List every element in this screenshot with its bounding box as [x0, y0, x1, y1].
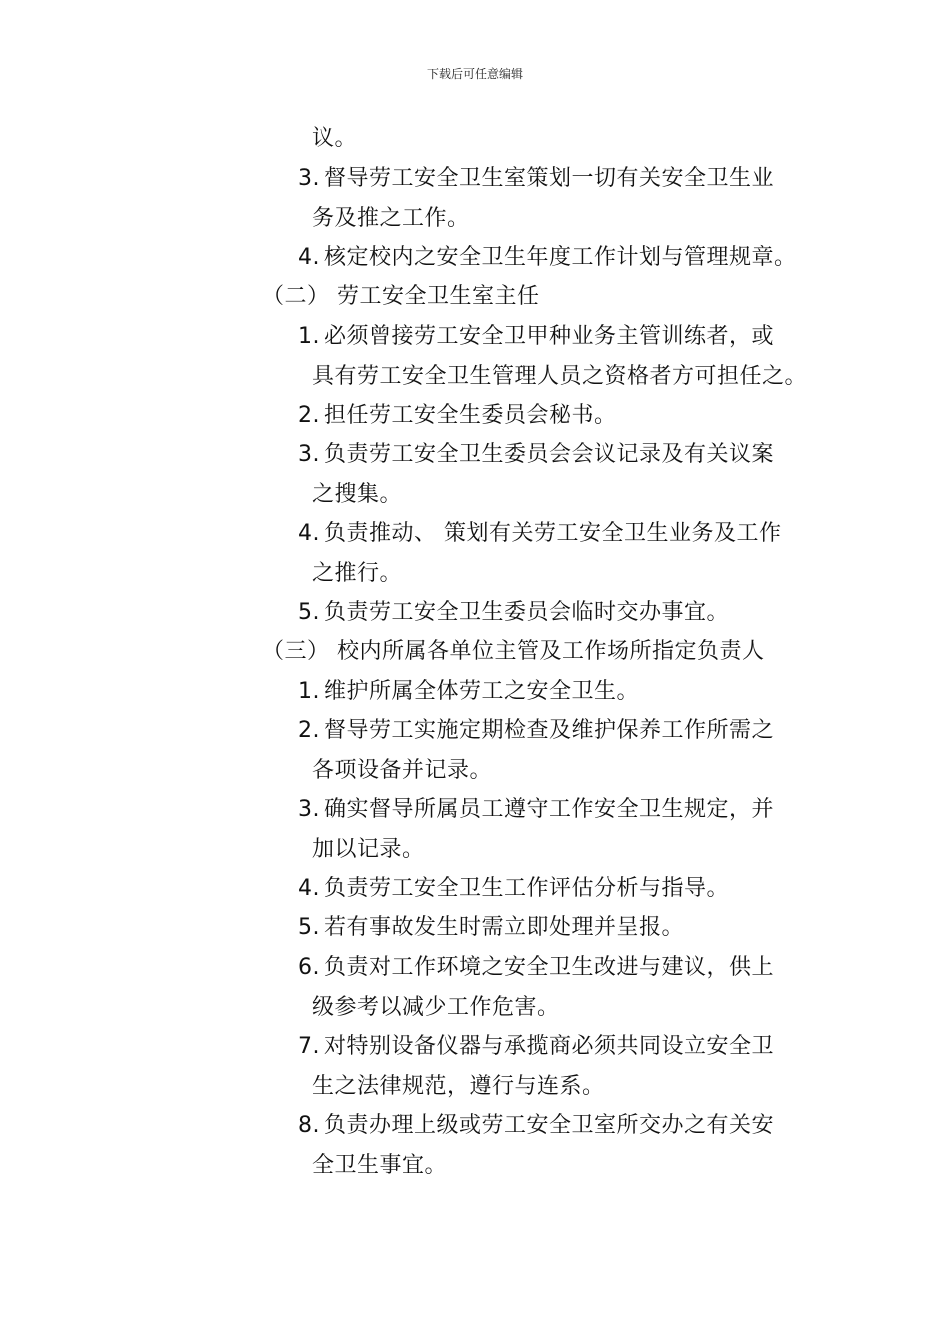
item-number: 7.: [298, 1034, 320, 1059]
text-line: 之推行。: [312, 561, 403, 586]
item-text: 维护所属全体劳工之安全卫生。: [324, 679, 640, 704]
item-text: 负责推动、 策划有关劳工安全卫生业务及工作: [324, 521, 782, 546]
item-number: 6.: [298, 955, 320, 980]
item-number: 3.: [298, 166, 320, 191]
list-item: [298, 1111, 774, 1141]
item-number: 4.: [298, 876, 320, 901]
section-heading: （三） 校内所属各单位主管及工作场所指定负责人: [262, 639, 765, 664]
list-item: [298, 953, 774, 983]
list-item: [298, 322, 774, 352]
text-line: 级参考以减少工作危害。: [312, 995, 560, 1020]
list-item: [298, 243, 797, 273]
list-item: [298, 598, 729, 628]
item-number: 8.: [298, 1113, 320, 1138]
text-line: 各项设备并记录。: [312, 758, 493, 783]
text-line: 之搜集。: [312, 482, 403, 507]
section-heading: （二） 劳工安全卫生室主任: [262, 284, 540, 309]
item-text: 负责劳工安全卫生委员会会议记录及有关议案: [324, 442, 775, 467]
list-item: [298, 677, 639, 707]
item-text: 督导劳工实施定期检查及维护保养工作所需之: [324, 718, 775, 743]
text-line: 议。: [312, 126, 358, 151]
item-number: 5.: [298, 915, 320, 940]
item-number: 1.: [298, 324, 320, 349]
item-text: 督导劳工安全卫生室策划一切有关安全卫生业: [324, 166, 775, 191]
item-number: 2.: [298, 718, 320, 743]
item-text: 负责劳工安全卫生工作评估分析与指导。: [324, 876, 730, 901]
list-item: [298, 519, 782, 549]
item-number: 3.: [298, 797, 320, 822]
item-number: 4.: [298, 245, 320, 270]
text-line: 全卫生事宜。: [312, 1153, 448, 1178]
text-line: 生之法律规范，遵行与连系。: [312, 1074, 605, 1099]
list-item: [298, 716, 774, 746]
item-text: 对特别设备仪器与承揽商必须共同设立安全卫: [324, 1034, 775, 1059]
item-text: 核定校内之安全卫生年度工作计划与管理规章。: [324, 245, 797, 270]
item-text: 必须曾接劳工安全卫甲种业务主管训练者，或: [324, 324, 775, 349]
item-number: 1.: [298, 679, 320, 704]
item-text: 若有事故发生时需立即处理并呈报。: [324, 915, 685, 940]
item-number: 4.: [298, 521, 320, 546]
item-text: 负责劳工安全卫生委员会临时交办事宜。: [324, 600, 730, 625]
list-item: [298, 913, 684, 943]
list-item: [298, 440, 774, 470]
item-number: 2.: [298, 403, 320, 428]
list-item: [298, 874, 729, 904]
list-item: [298, 401, 617, 431]
text-line: 加以记录。: [312, 837, 425, 862]
item-number: 5.: [298, 600, 320, 625]
page-header: 下载后可任意编辑: [426, 67, 523, 81]
item-text: 负责对工作环境之安全卫生改进与建议，供上: [324, 955, 775, 980]
item-text: 担任劳工安全生委员会秘书。: [324, 403, 617, 428]
list-item: [298, 164, 774, 194]
item-text: 确实督导所属员工遵守工作安全卫生规定，并: [324, 797, 775, 822]
item-number: 3.: [298, 442, 320, 467]
list-item: [298, 1032, 774, 1062]
list-item: [298, 795, 774, 825]
item-text: 负责办理上级或劳工安全卫室所交办之有关安: [324, 1113, 775, 1138]
text-line: 具有劳工安全卫生管理人员之资格者方可担任之。: [312, 364, 808, 389]
text-line: 务及推之工作。: [312, 206, 470, 231]
